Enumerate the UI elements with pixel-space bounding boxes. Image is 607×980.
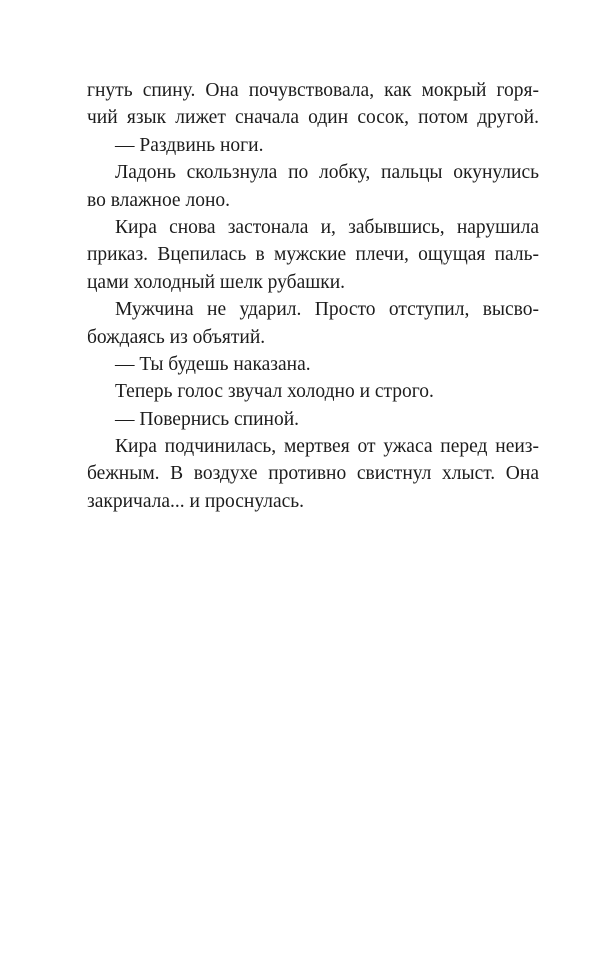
text-line: приказ. Вцепилась в мужские плечи, ощущая паль- bbox=[87, 244, 539, 266]
text-line: — Раздвинь ноги. bbox=[115, 134, 264, 156]
text-line: Теперь голос звучал холодно и строго. bbox=[115, 381, 434, 403]
text-line: чий язык лижет сначала один сосок, потом другой. bbox=[87, 107, 539, 129]
page-text bbox=[87, 77, 539, 515]
text-line: — Ты будешь наказана. bbox=[115, 353, 311, 375]
text-line: — Повернись спиной. bbox=[115, 408, 300, 430]
text-line: цами холодный шелк рубашки. bbox=[87, 271, 346, 293]
text-line: Кира снова застонала и, забывшись, нарушила bbox=[115, 216, 539, 238]
text-line: гнуть спину. Она почувствовала, как мокрый горя- bbox=[87, 80, 539, 101]
text-line: бождаясь из объятий. bbox=[87, 326, 266, 348]
text-line: Кира подчинилась, мертвея от ужаса перед неиз- bbox=[115, 436, 539, 458]
text-line: бежным. В воздухе противно свистнул хлыст. Она bbox=[87, 463, 539, 485]
text-line: закричала... и проснулась. bbox=[87, 490, 305, 512]
text-line: во влажное лоно. bbox=[87, 189, 231, 211]
text-line: Ладонь скользнула по лобку, пальцы окунулись bbox=[115, 162, 539, 184]
text-line: Мужчина не ударил. Просто отступил, высво- bbox=[115, 299, 539, 321]
